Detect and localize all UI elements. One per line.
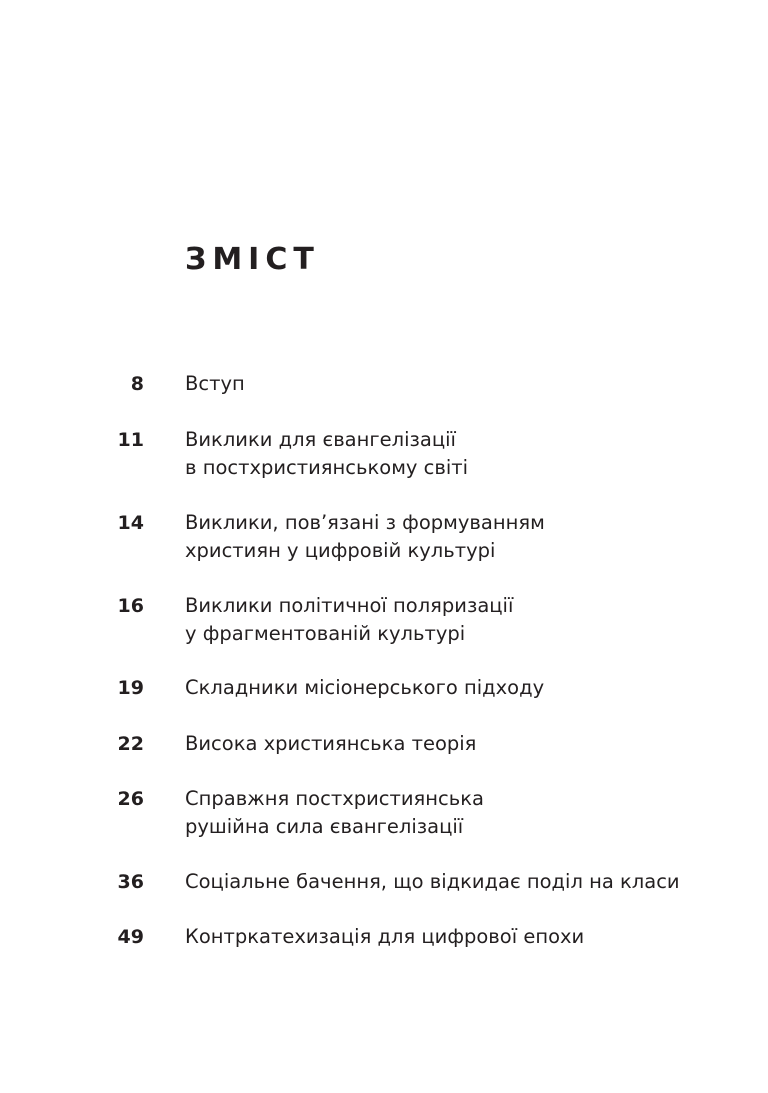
toc-entry-title xyxy=(185,509,725,565)
toc-title-line: Виклики для євангелізації xyxy=(185,428,456,451)
toc-page-number: 8 xyxy=(130,373,144,395)
toc-entry-title xyxy=(185,923,725,951)
toc-entry-title xyxy=(185,730,725,758)
toc-entry-title xyxy=(185,426,725,482)
toc-title-line: Контркатехизація для цифрової епохи xyxy=(185,925,585,948)
toc-title-line: Виклики політичної поляризації xyxy=(185,594,514,617)
toc-entry-title xyxy=(185,592,725,648)
toc-page-number: 11 xyxy=(117,429,144,451)
toc-title-line: в постхристиянському світі xyxy=(185,456,469,479)
toc-page-number: 14 xyxy=(117,512,144,534)
toc-title-line: Складники місіонерського підходу xyxy=(185,676,545,699)
toc-entry-title xyxy=(185,674,725,702)
toc-entry-title xyxy=(185,370,725,398)
toc-page-number: 22 xyxy=(117,733,144,755)
toc-page-number: 26 xyxy=(117,788,144,810)
toc-page-number: 16 xyxy=(117,595,144,617)
toc-title-line: Вступ xyxy=(185,372,245,395)
toc-entry-title xyxy=(185,868,725,896)
toc-title-line: Виклики, пов’язані з формуванням xyxy=(185,511,545,534)
toc-title-line: Висока християнська теорія xyxy=(185,732,477,755)
toc-title-line: у фрагментованій культурі xyxy=(185,622,466,645)
toc-title-line: рушійна сила євангелізації xyxy=(185,815,464,838)
toc-title-line: християн у цифровій культурі xyxy=(185,539,496,562)
toc-page-number: 36 xyxy=(117,871,144,893)
toc-page-number: 49 xyxy=(117,926,144,948)
toc-title-line: Справжня постхристиянська xyxy=(185,787,484,810)
toc-page-number: 19 xyxy=(117,677,144,699)
toc-title-line: Соціальне бачення, що відкидає поділ на класи xyxy=(185,870,680,893)
page-title: ЗМІСТ xyxy=(185,242,320,277)
toc-entry-title xyxy=(185,785,725,841)
